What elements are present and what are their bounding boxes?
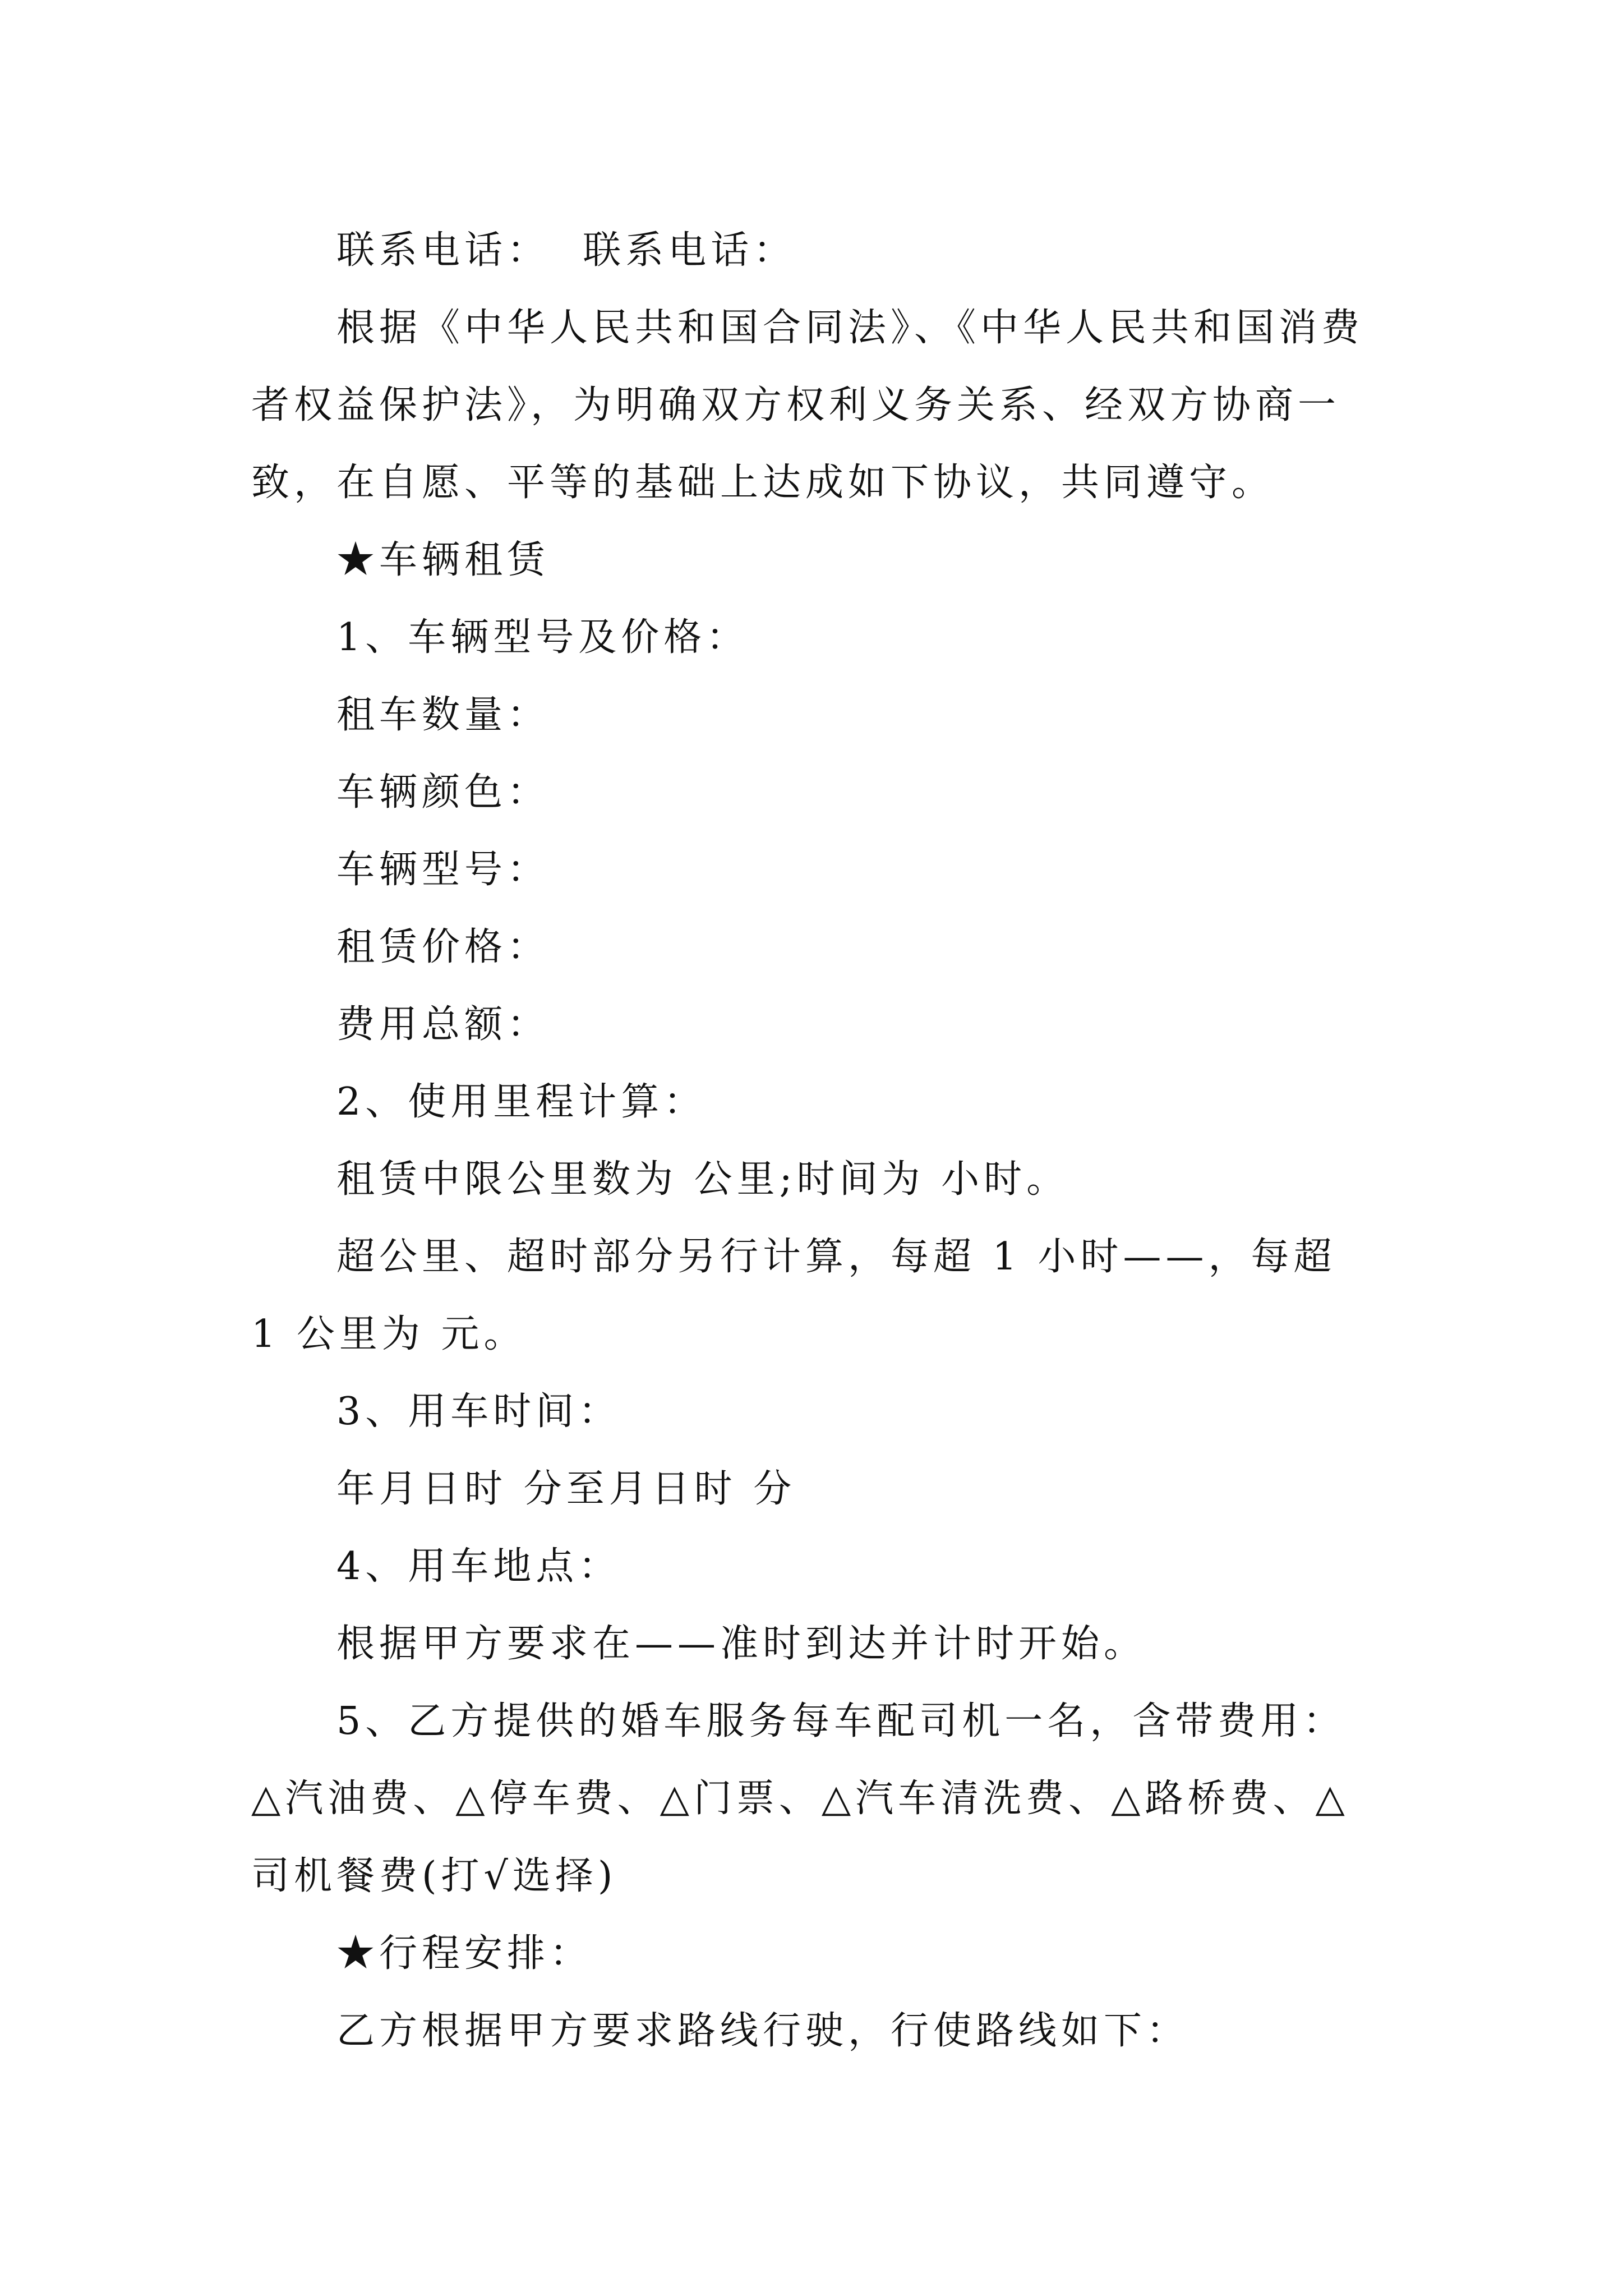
item-5-paragraph: 5、乙方提供的婚车服务每车配司机一名，含带费用：△汽油费、△停车费、△门票、△汽车清洗费、△路桥费、△司机餐费(打√选择)	[251, 1699, 1349, 1898]
total-fee-line: 费用总额：	[336, 1002, 550, 1047]
mileage-limit-line: 租赁中限公里数为 公里;时间为 小时。	[336, 1157, 1069, 1202]
usage-location-line: 根据甲方要求在——准时到达并计时开始。	[336, 1622, 1147, 1666]
document-body	[251, 212, 1378, 2070]
section-heading-rental: ★车辆租赁	[336, 538, 550, 582]
route-line: 乙方根据甲方要求路线行驶，行使路线如下：	[336, 2009, 1189, 2053]
rental-price-line: 租赁价格：	[336, 925, 550, 969]
rental-quantity-line: 租车数量：	[336, 693, 550, 737]
vehicle-model-line: 车辆型号：	[336, 848, 550, 892]
section-heading-itinerary: ★行程安排：	[336, 1931, 593, 1976]
contact-phone-line: 联系电话： 联系电话：	[336, 228, 796, 273]
usage-time-line: 年月日时 分至月日时 分	[336, 1467, 796, 1511]
item-3-heading: 3、用车时间：	[336, 1389, 621, 1434]
item-2-heading: 2、使用里程计算：	[336, 1080, 707, 1124]
overage-paragraph: 超公里、超时部分另行计算，每超 1 小时——，每超 1 公里为 元。	[251, 1235, 1353, 1356]
item-4-heading: 4、用车地点：	[336, 1544, 621, 1589]
vehicle-color-line: 车辆颜色：	[336, 770, 550, 815]
intro-paragraph: 根据《中华人民共和国合同法》、《中华人民共和国消费者权益保护法》，为明确双方权利义务关系、经双方协商一致，在自愿、平等的基础上达成如下协议，共同遵守。	[251, 306, 1364, 505]
item-1-heading: 1、车辆型号及价格：	[336, 615, 749, 660]
